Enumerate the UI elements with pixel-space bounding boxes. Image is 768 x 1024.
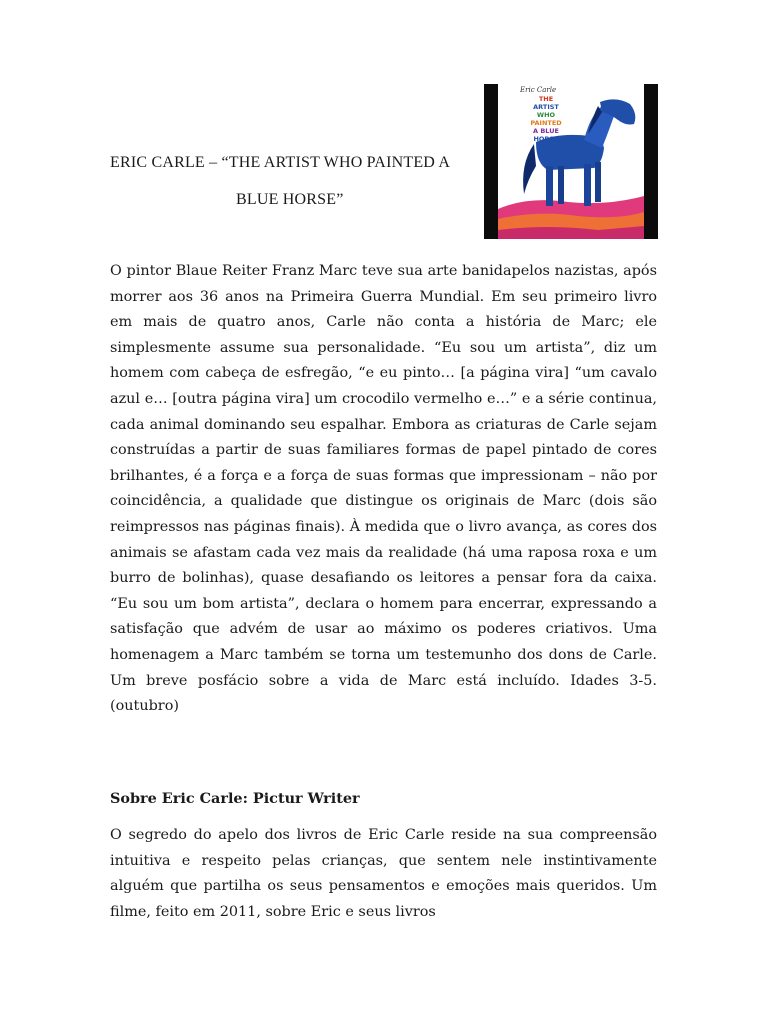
article-title-line-2: BLUE HORSE” — [236, 191, 344, 208]
about-paragraph: O segredo do apelo dos livros de Eric Carle reside na sua compreensão intuitiva e respeito pelas crianças, que sentem nele instintivamente alguém que partilha os seus pensamentos e emoções mais queridos. Um filme, feito em 2011, sobre Eric e seus livros — [110, 827, 657, 920]
cover-title-line: PAINTED — [530, 119, 562, 127]
review-paragraph: O pintor Blaue Reiter Franz Marc teve sua arte banidapelos nazistas, após morrer aos 36 anos na Primeira Guerra Mundial. Em seu primeiro livro em mais de quatro anos, Carle não conta a história de Marc; ele simplesmente assume sua personalidade. “Eu sou um artista”, diz um homem com cabeça de esfregão, “e eu pinto… [a página vira] “um cavalo azul e… [outra página vira] um crocodilo vermelho e…” e a série continua, cada animal dominando seu espalhar. Embora as criaturas de Carle sejam construídas a partir de suas familiares formas de papel pintado de cores brilhantes, é a força e a força de suas formas que impressionam – não por coincidência, a qualidade que distingue os originais de Marc (dois são reimpressos nas páginas finais). À medida que o livro avança, as cores dos animais se afastam cada vez mais da realidade (há uma raposa roxa e um burro de bolinhas), quase desafiando os leitores a pensar fora da caixa. “Eu sou um bom artista”, declara o homem para encerrar, expressando a satisfação que advém de usar ao máximo os poderes criativos. Uma homenagem a Marc também se torna um testemunho dos dons de Carle. Um breve posfácio sobre a vida de Marc está incluído. Idades 3-5. (outubro) — [110, 263, 657, 715]
cover-title-line: THE — [538, 95, 554, 103]
cover-title-line: WHO — [536, 111, 556, 119]
cover-title-line: A BLUE — [533, 127, 559, 135]
book-cover-image — [484, 84, 658, 239]
article-title-line-1: ERIC CARLE – “THE ARTIST WHO PAINTED A — [110, 154, 451, 171]
book-cover-artwork — [498, 84, 644, 239]
cover-title-line: ARTIST — [533, 103, 559, 111]
cover-title-line: HORSE — [533, 135, 559, 143]
cover-author: Eric Carle — [520, 86, 557, 94]
section-heading: Sobre Eric Carle: Pictur Writer — [110, 790, 360, 807]
cover-title — [516, 95, 576, 143]
